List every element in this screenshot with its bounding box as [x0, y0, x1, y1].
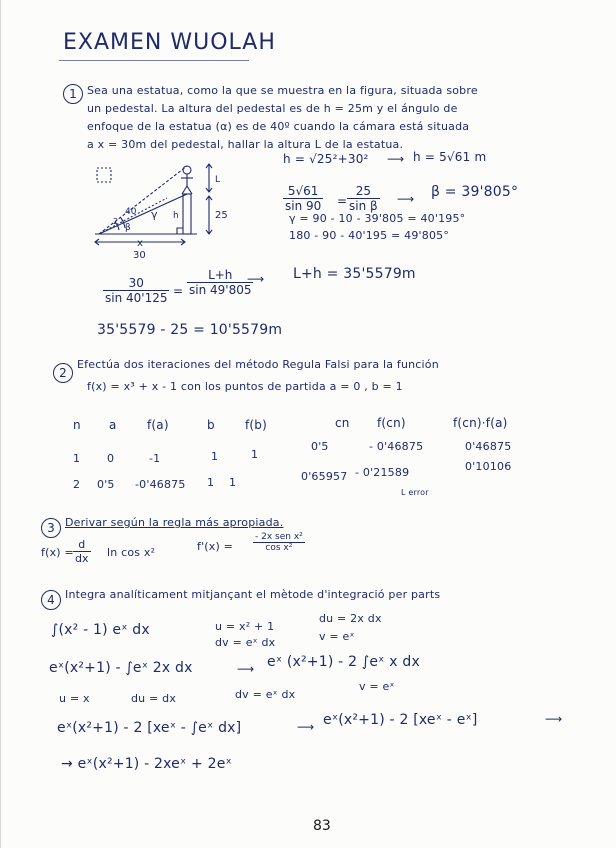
q1-l-result: 35'5579 - 25 = 10'5579m [97, 322, 283, 338]
q1-arrow-3: ⟶ [247, 272, 265, 286]
q4-arrow-2: ⟶ [297, 720, 315, 734]
fig-l: L [215, 175, 221, 185]
q1-sine-num-1: 5√61 [283, 184, 323, 199]
q1-statement-line-1: Sea una estatua, como la que se muestra en la figura, situada sobre [87, 84, 478, 97]
q1-sine-num-2: 25 [347, 184, 380, 199]
q3-derivative-operator [73, 538, 91, 565]
q3-result-fraction [253, 532, 305, 553]
q3-d-den: dx [75, 552, 89, 565]
title-underline [59, 60, 249, 61]
q4-final: → eˣ(x²+1) - 2xeˣ + 2eˣ [61, 756, 232, 772]
fig-h: h [173, 211, 179, 221]
fig-30: 30 [133, 250, 146, 261]
table-cell: - 0'46875 [369, 440, 424, 453]
q4-arrow-1: ⟶ [237, 662, 255, 676]
table-cell: 0'46875 [465, 440, 512, 453]
fig-x: x [137, 238, 143, 249]
q2-statement-line-1: Efectúa dos iteraciones del método Regula Falsi para la función [77, 358, 439, 371]
q1-gamma-line-1: γ = 90 - 10 - 39'805 = 40'195° [289, 212, 466, 225]
table-cell: 0'5 [97, 478, 115, 491]
table-cell: 1 [73, 452, 81, 465]
q1-h-result: h = 5√61 m [413, 150, 487, 164]
q3-result-num: - 2x sen x² [255, 532, 303, 542]
table-header: f(b) [245, 418, 268, 432]
q4-arrow-3: ⟶ [545, 712, 563, 726]
q1-final-fraction-2 [187, 268, 253, 297]
q3-ln-expression: ln cos x² [107, 546, 156, 559]
table-header: a [109, 418, 117, 432]
table-header: f(a) [147, 418, 169, 432]
page-number: 83 [313, 818, 331, 834]
q4-v2: v = eˣ [359, 680, 395, 693]
question-2-number: 2 [53, 363, 73, 383]
q1-final-den-2: sin 49'805 [189, 283, 252, 297]
fig-gamma: γ [151, 208, 158, 221]
q4-du2: du = dx [131, 692, 177, 705]
q1-beta-result: β = 39'805° [431, 184, 519, 200]
table-cell: 1 [207, 476, 215, 489]
q1-arrow-1: ⟶ [387, 152, 405, 166]
q3-statement: Derivar según la regla más apropiada. [65, 516, 284, 529]
q1-sine-den-2: sin β [349, 199, 378, 213]
q1-lh-result: L+h = 35'5579m [293, 266, 416, 282]
table-cell: 0 [107, 452, 115, 465]
q1-arrow-2: ⟶ [397, 192, 415, 206]
table-cell: 0'10106 [465, 460, 512, 473]
page-title: EXAMEN WUOLAH [63, 30, 276, 55]
table-cell: 1 [211, 450, 219, 463]
fig-beta: β [125, 223, 131, 233]
table-cell: 0'65957 [301, 470, 348, 483]
q4-step2-right: eˣ(x²+1) - 2 [xeˣ - eˣ] [323, 712, 478, 728]
q3-fprime-label: f'(x) = [197, 540, 234, 553]
table-cell: -1 [149, 452, 161, 465]
table-cell: -0'46875 [135, 478, 186, 491]
q2-statement-line-2: f(x) = x³ + x - 1 con los puntos de partida a = 0 , b = 1 [87, 380, 403, 393]
q4-step1-left: eˣ(x²+1) - ∫eˣ 2x dx [49, 660, 193, 676]
question-1-number: 1 [63, 84, 83, 104]
table-header: n [73, 418, 81, 432]
table-header: f(cn) [377, 416, 406, 430]
q1-final-num-1: 30 [103, 276, 169, 291]
q4-step2-left: eˣ(x²+1) - 2 [xeˣ - ∫eˣ dx] [57, 720, 242, 736]
table-header: cn [335, 416, 350, 430]
table-cell: - 0'21589 [355, 466, 410, 479]
fig-angle-40: 40 [125, 207, 137, 217]
q4-u1: u = x² + 1 [215, 620, 275, 633]
q1-h-equation: h = √25²+30² [283, 152, 369, 166]
q1-final-num-2: L+h [187, 268, 253, 283]
q4-integral: ∫(x² - 1) eˣ dx [51, 622, 150, 638]
q1-statement-line-2: un pedestal. La altura del pedestal es de h = 25m y el ángulo de [87, 102, 458, 115]
table-note: L error [401, 488, 429, 497]
q4-dv2: dv = eˣ dx [235, 688, 296, 701]
table-cell: 1 [251, 448, 259, 461]
statue-figure [85, 158, 285, 264]
q1-gamma-line-2: 180 - 90 - 40'195 = 49'805° [289, 229, 450, 242]
fig-25: 25 [215, 210, 228, 221]
table-cell: 1 [229, 476, 237, 489]
q1-sine-den-1: sin 90 [285, 199, 322, 213]
q1-statement-line-3: enfoque de la estatua (α) es de 40º cuando la cámara está situada [87, 120, 470, 133]
q1-final-den-1: sin 40'125 [105, 291, 168, 305]
q1-final-fraction-1 [103, 276, 169, 305]
fig-angle-2: 2 [113, 217, 119, 226]
q4-u2: u = x [59, 692, 90, 705]
table-cell: 0'5 [311, 440, 329, 453]
q4-du1: du = 2x dx [319, 612, 382, 625]
q4-dv1: dv = eˣ dx [215, 636, 276, 649]
table-header: f(cn)·f(a) [453, 416, 508, 430]
table-header: b [207, 418, 215, 432]
q1-final-equals: = [173, 284, 184, 298]
q4-statement: Integra analíticament mitjançant el mètode d'integració per parts [65, 588, 441, 601]
q3-d-num: d [73, 538, 91, 552]
q4-v1: v = eˣ [319, 630, 355, 643]
q1-sine-fraction-2 [347, 184, 380, 213]
question-3-number: 3 [41, 518, 61, 538]
q3-fx-label: f(x) = [41, 546, 74, 559]
q1-sine-fraction-1 [283, 184, 323, 213]
q1-sine-equals: = [337, 194, 348, 208]
q3-result-den: cos x² [265, 543, 293, 553]
question-4-number: 4 [41, 590, 61, 610]
q4-step1-right: eˣ (x²+1) - 2 ∫eˣ x dx [267, 654, 420, 670]
table-cell: 2 [73, 478, 81, 491]
q1-statement-line-4: a x = 30m del pedestal, hallar la altura L de la estatua. [87, 138, 404, 151]
